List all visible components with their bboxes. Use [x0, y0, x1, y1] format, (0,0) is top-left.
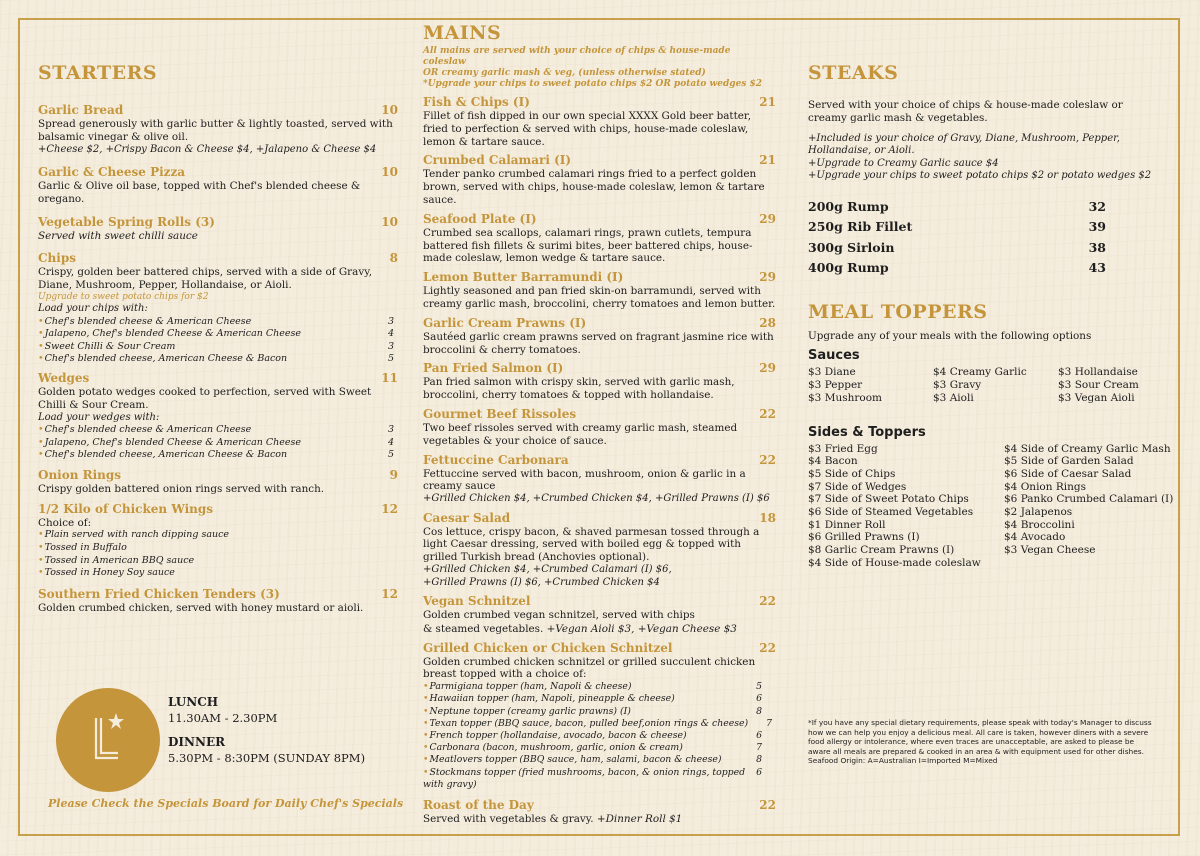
item-desc: Crispy golden battered onion rings served with ranch. [38, 482, 325, 495]
item-price: 22 [759, 798, 776, 813]
item-price: 12 [381, 586, 398, 601]
side-item: $6 Side of Caesar Salad [1004, 467, 1132, 480]
sauce-item: $3 Mushroom [808, 391, 882, 404]
item-desc: Lightly seasoned and pan fried skin-on barramundi, served with creamy garlic mash, broccolini, cherry tomatoes and lemon butter. [423, 285, 776, 310]
option-price: 5 [387, 353, 394, 365]
side-item: $6 Side of Steamed Vegetables [808, 506, 974, 519]
option-price: 5 [756, 681, 762, 693]
item-name: Crumbed Calamari (I) [423, 153, 572, 168]
steaks-note: +Upgrade your chips to sweet potato chips $2 or potato wedges $2 [808, 170, 1152, 182]
option-row: •Chef's blended cheese & American Cheese 3 [38, 424, 394, 436]
item-desc: Golden potato wedges cooked to perfection, served with Sweet Chilli & Sour Cream. [38, 385, 372, 411]
option-row: •Parmigiana topper (ham, Napoli & cheese) 5 [423, 681, 762, 693]
option-text: Tossed in American BBQ sauce [44, 554, 195, 566]
sauce-item: $3 Diane [808, 366, 856, 379]
sauces-title: Sauces [808, 348, 860, 364]
option-row: •Texan topper (BBQ sauce, bacon, pulled beef,onion rings & cheese) 7 [423, 717, 772, 729]
option-text: Hawaiian topper (ham, Napoli, pineapple & cheese) [429, 693, 675, 705]
menu-item-chips [38, 251, 398, 365]
item-name: Fettuccine Carbonara [423, 452, 569, 467]
menu-item [423, 95, 776, 148]
mains-note: OR creamy garlic mash & veg, (unless otherwise stated) [423, 68, 706, 78]
mains-column [423, 22, 776, 826]
steaks-column [808, 62, 1174, 570]
sauce-item: $3 Vegan Aioli [1058, 391, 1135, 404]
item-name: Fish & Chips (I) [423, 95, 530, 109]
item-price: 22 [759, 452, 776, 467]
item-price: 11 [381, 370, 398, 385]
load-label: Load your wedges with: [38, 411, 160, 423]
side-item: $5 Side of Chips [808, 467, 896, 480]
side-item: $3 Vegan Cheese [1004, 544, 1096, 557]
side-item: $2 Jalapenos [1004, 506, 1073, 519]
option-price: 8 [756, 705, 762, 717]
steak-name: 300g Sirloin [808, 239, 895, 255]
item-desc: Sautéed garlic cream prawns served on fragrant jasmine rice with broccolini & cherry tomatoes. [423, 330, 774, 356]
sauce-item: $3 Gravy [933, 379, 982, 392]
option-row: •Tossed in American BBQ sauce [38, 554, 195, 566]
option-text: Chef's blended cheese & American Cheese [44, 424, 252, 436]
item-desc: Spread generously with garlic butter & lightly toasted, served with balsamic vinegar & olive oil. [38, 118, 393, 143]
steak-name: 200g Rump [808, 198, 889, 214]
menu-item [423, 798, 776, 826]
dinner-hours: 5.30PM - 8:30PM (SUNDAY 8PM) [168, 751, 366, 765]
option-row: •Carbonara (bacon, mushroom, garlic, onion & cream) 7 [423, 742, 762, 754]
meal-toppers-title: MEAL TOPPERS [808, 300, 988, 323]
side-item: $4 Side of House-made coleslaw [808, 556, 981, 569]
side-item: $4 Onion Rings [1004, 480, 1086, 493]
option-row: •Plain served with ranch dipping sauce [38, 529, 230, 541]
logo-mark-icon [56, 688, 160, 792]
menu-item-wings [38, 502, 398, 580]
option-row: •Jalapeno, Chef's blended Cheese & American Cheese 4 [38, 328, 394, 340]
toppers-desc: Upgrade any of your meals with the following options [808, 329, 1092, 342]
steak-price: 43 [1088, 260, 1106, 276]
steak-row [808, 238, 1106, 259]
item-price: 21 [759, 95, 776, 109]
item-desc: Fillet of fish dipped in our own special XXXX Gold beer batter, fried to perfection & served with chips, house-made coleslaw, lemon & tartare sauce. [423, 110, 752, 148]
mains-note: *Upgrade your chips to sweet potato chips $2 OR potato wedges $2 [423, 79, 763, 89]
option-text: Meatlovers topper (BBQ sauce, ham, salami, bacon & cheese) [429, 754, 722, 766]
steak-name: 400g Rump [808, 260, 889, 276]
menu-item [423, 212, 776, 265]
menu-item [423, 407, 776, 448]
option-text: Jalapeno, Chef's blended Cheese & American Cheese [44, 328, 302, 340]
option-text: Chef's blended cheese, American Cheese & Bacon [44, 449, 288, 461]
item-price: 22 [759, 594, 776, 609]
item-extras: +Cheese $2, +Crispy Bacon & Cheese $4, +Jalapeno & Cheese $4 [38, 143, 377, 155]
option-price: 3 [387, 340, 394, 352]
item-name: Chips [38, 251, 76, 266]
menu-item [38, 165, 398, 206]
seafood-origin: Seafood Origin: A=Australian I=Imported M=Mixed [808, 756, 998, 766]
item-name: 1/2 Kilo of Chicken Wings [38, 501, 214, 516]
lunch-label: LUNCH [168, 695, 219, 709]
option-row: •Meatlovers topper (BBQ sauce, ham, salami, bacon & cheese) 8 [423, 754, 762, 766]
item-name: Grilled Chicken or Chicken Schnitzel [423, 640, 673, 655]
item-price: 29 [759, 211, 776, 226]
mains-note: All mains are served with your choice of chips & house-made coleslaw [423, 46, 731, 67]
menu-item [423, 361, 776, 402]
sauce-item: $3 Aioli [933, 391, 974, 404]
sauce-item: $3 Sour Cream [1058, 379, 1139, 392]
item-price: 10 [381, 103, 398, 117]
option-text: Sweet Chilli & Sour Cream [44, 340, 176, 352]
option-price: 8 [756, 754, 762, 766]
mains-title: MAINS [423, 22, 502, 44]
steaks-note: +Upgrade to Creamy Garlic sauce $4 [808, 157, 999, 169]
item-extras: +Grilled Chicken $4, +Crumbed Chicken $4, +Grilled Prawns (I) $6 [423, 493, 770, 505]
menu-item [38, 587, 398, 615]
item-price: 8 [389, 251, 398, 266]
item-desc: Golden crumbed chicken schnitzel or grilled succulent chicken breast topped with a choice of: [423, 655, 756, 681]
disclaimer-text: *If you have any special dietary requirements, please speak with today's Manager to discuss how we can help you enjoy a delicious meal. All care is taken, however diners with a severe food allergy or intolerance, where even traces are unacceptable, are asked to please be aware all meals are prepared & cooked in an area & with equipment used for other dishes. [808, 718, 1152, 756]
sauce-item: $3 Pepper [808, 379, 863, 392]
menu-item [423, 594, 776, 636]
option-text: Carbonara (bacon, mushroom, garlic, onion & cream) [429, 742, 683, 754]
item-price: 10 [381, 165, 398, 180]
dietary-disclaimer [808, 718, 1158, 766]
item-name: Onion Rings [38, 467, 122, 482]
option-row: •Chef's blended cheese, American Cheese & Bacon 5 [38, 353, 394, 365]
option-price: 7 [756, 742, 762, 754]
item-desc: Served with vegetables & gravy. [423, 813, 597, 826]
option-price: 6 [756, 693, 762, 705]
option-row: •French topper (hollandaise, avocado, bacon & cheese) 6 [423, 730, 762, 742]
item-desc: Tender panko crumbed calamari rings fried to a perfect golden brown, served with chips, house-made coleslaw, lemon & tartare sauce. [423, 168, 765, 206]
item-name: Southern Fried Chicken Tenders (3) [38, 586, 280, 601]
starters-column [38, 62, 398, 615]
item-desc: Served with sweet chilli sauce [38, 229, 198, 242]
menu-item-schnitzel [423, 641, 776, 791]
steaks-desc: Served with your choice of chips & house-made coleslaw or creamy garlic mash & vegetables. [808, 99, 1123, 124]
item-name: Garlic Bread [38, 103, 124, 117]
option-text: Tossed in Honey Soy sauce [44, 567, 175, 579]
item-name: Gourmet Beef Rissoles [423, 406, 577, 421]
item-name: Vegan Schnitzel [423, 594, 531, 609]
steak-row [808, 197, 1106, 218]
item-price: 29 [759, 270, 776, 285]
option-text: Parmigiana topper (ham, Napoli & cheese) [429, 681, 632, 693]
item-extras: +Vegan Aioli $3, +Vegan Cheese $3 [546, 622, 737, 635]
side-item: $7 Side of Sweet Potato Chips [808, 493, 969, 506]
item-price: 10 [381, 214, 398, 229]
option-text: Chef's blended cheese, American Cheese & Bacon [44, 353, 288, 365]
option-text: Tossed in Buffalo [44, 542, 127, 554]
item-desc: Crispy, golden beer battered chips, served with a side of Gravy, Diane, Mushroom, Pepper, Hollandaise, or Aioli. [38, 266, 372, 292]
item-name: Garlic Cream Prawns (I) [423, 315, 587, 330]
menu-item [423, 316, 776, 357]
menu-item [423, 270, 776, 311]
menu-item [38, 215, 398, 243]
option-row: •Tossed in Buffalo [38, 542, 127, 554]
item-name: Vegetable Spring Rolls (3) [38, 214, 215, 229]
side-item: $1 Dinner Roll [808, 518, 886, 531]
option-row: •Hawaiian topper (ham, Napoli, pineapple & cheese) 6 [423, 693, 762, 705]
option-price: 7 [766, 717, 772, 729]
menu-item-wedges [38, 371, 398, 462]
opening-hours [168, 694, 365, 766]
item-desc: & steamed vegetables. [423, 622, 547, 635]
item-name: Roast of the Day [423, 798, 534, 813]
side-item: $6 Grilled Prawns (I) [808, 531, 920, 544]
option-price: 4 [387, 436, 394, 448]
sides-list [808, 442, 1174, 570]
steak-name: 250g Rib Fillet [808, 219, 913, 235]
load-label: Load your chips with: [38, 303, 148, 315]
sides-title: Sides & Toppers [808, 424, 926, 440]
item-price: 29 [759, 361, 776, 376]
option-price: 3 [387, 424, 394, 436]
side-item: $4 Bacon [808, 455, 858, 468]
item-name: Caesar Salad [423, 510, 511, 525]
dinner-label: DINNER [168, 735, 226, 749]
option-text: Stockmans topper (fried mushrooms, bacon, & onion rings, topped with gravy) [423, 766, 746, 790]
option-price: 6 [756, 766, 762, 778]
option-price: 4 [387, 328, 394, 340]
choice-label: Choice of: [38, 516, 92, 529]
side-item: $8 Garlic Cream Prawns (I) [808, 544, 955, 557]
item-desc: Two beef rissoles served with creamy garlic mash, steamed vegetables & your choice of sauce. [423, 421, 738, 447]
item-price: 18 [759, 510, 776, 525]
option-text: Neptune topper (creamy garlic prawns) (I) [429, 705, 631, 717]
item-desc: Golden crumbed vegan schnitzel, served with chips [423, 609, 695, 622]
starters-title: STARTERS [38, 62, 158, 84]
option-text: Texan topper (BBQ sauce, bacon, pulled beef,onion rings & cheese) [429, 717, 749, 729]
specials-note: Please Check the Specials Board for Daily Chef's Specials [48, 797, 404, 810]
steak-row [808, 258, 1106, 279]
sauces-list [808, 366, 1168, 404]
item-desc: Fettuccine served with bacon, mushroom, onion & garlic in a creamy sauce [423, 467, 746, 493]
side-item: $5 Side of Garden Salad [1004, 455, 1134, 468]
steak-price: 39 [1088, 219, 1106, 235]
option-text: Jalapeno, Chef's blended Cheese & American Cheese [44, 436, 302, 448]
item-price: 22 [759, 406, 776, 421]
item-price: 22 [759, 640, 776, 655]
item-desc: Golden crumbed chicken, served with honey mustard or aioli. [38, 601, 364, 614]
item-desc: Pan fried salmon with crispy skin, served with garlic mash, broccolini, cherry tomatoes & topped with hollandaise. [423, 376, 735, 402]
option-row: •Stockmans topper (fried mushrooms, bacon, & onion rings, topped with gravy) 6 [423, 766, 762, 790]
option-text: Plain served with ranch dipping sauce [44, 529, 230, 541]
side-item: $4 Avocado [1004, 531, 1066, 544]
item-price: 9 [389, 467, 398, 482]
item-price: 12 [381, 501, 398, 516]
restaurant-logo [56, 688, 160, 792]
side-item: $4 Broccolini [1004, 518, 1075, 531]
menu-item [38, 468, 398, 496]
menu-item [423, 153, 776, 206]
sauce-item: $3 Hollandaise [1058, 366, 1138, 379]
item-desc: Garlic & Olive oil base, topped with Chef's blended cheese & oregano. [38, 180, 361, 205]
option-row: •Neptune topper (creamy garlic prawns) (I) 8 [423, 705, 762, 717]
option-price: 3 [387, 315, 394, 327]
item-name: Garlic & Cheese Pizza [38, 165, 186, 180]
sauce-item: $4 Creamy Garlic [933, 366, 1027, 379]
menu-item [423, 453, 776, 506]
menu-item [38, 103, 398, 156]
option-price: 6 [756, 730, 762, 742]
option-row: •Chef's blended cheese, American Cheese & Bacon 5 [38, 449, 394, 461]
item-extras: +Grilled Chicken $4, +Crumbed Calamari (I) $6, [423, 564, 672, 576]
item-extras: +Grilled Prawns (I) $6, +Crumbed Chicken $4 [423, 576, 660, 588]
item-extras: +Dinner Roll $1 [596, 813, 683, 826]
steak-row [808, 217, 1106, 238]
steak-price: 32 [1088, 198, 1106, 214]
side-item: $7 Side of Wedges [808, 480, 907, 493]
steak-price: 38 [1088, 239, 1106, 255]
item-name: Pan Fried Salmon (I) [423, 361, 564, 376]
side-item: $4 Side of Creamy Garlic Mash [1004, 442, 1171, 455]
option-row: •Sweet Chilli & Sour Cream 3 [38, 340, 394, 352]
option-row: •Chef's blended cheese & American Cheese 3 [38, 315, 394, 327]
item-name: Lemon Butter Barramundi (I) [423, 270, 624, 285]
steaks-title: STEAKS [808, 62, 899, 84]
item-desc: Cos lettuce, crispy bacon, & shaved parmesan tossed through a light Caesar dressing, served with boiled egg & topped with grilled Turkish bread (Anchovies optional). [423, 525, 760, 564]
option-row: •Jalapeno, Chef's blended Cheese & American Cheese 4 [38, 436, 394, 448]
item-price: 28 [759, 315, 776, 330]
item-price: 21 [759, 153, 776, 168]
menu-item [423, 511, 776, 589]
option-row: •Tossed in Honey Soy sauce [38, 567, 175, 579]
upgrade-note: Upgrade to sweet potato chips for $2 [38, 292, 209, 303]
option-text: Chef's blended cheese & American Cheese [44, 315, 252, 327]
side-item: $6 Panko Crumbed Calamari (I) [1004, 493, 1174, 506]
option-price: 5 [387, 449, 394, 461]
side-item: $3 Fried Egg [808, 442, 878, 455]
item-desc: Crumbed sea scallops, calamari rings, prawn cutlets, tempura battered fish fillets & surimi bites, beer battered chips, house-made coleslaw, lemon wedge & tartare sauce. [423, 226, 753, 265]
item-name: Wedges [38, 370, 90, 385]
option-text: French topper (hollandaise, avocado, bacon & cheese) [429, 730, 687, 742]
item-name: Seafood Plate (I) [423, 211, 537, 226]
lunch-hours: 11.30AM - 2.30PM [168, 711, 278, 725]
steaks-note: +Included is your choice of Gravy, Diane, Mushroom, Pepper, Hollandaise, or Aioli. [808, 132, 1120, 157]
